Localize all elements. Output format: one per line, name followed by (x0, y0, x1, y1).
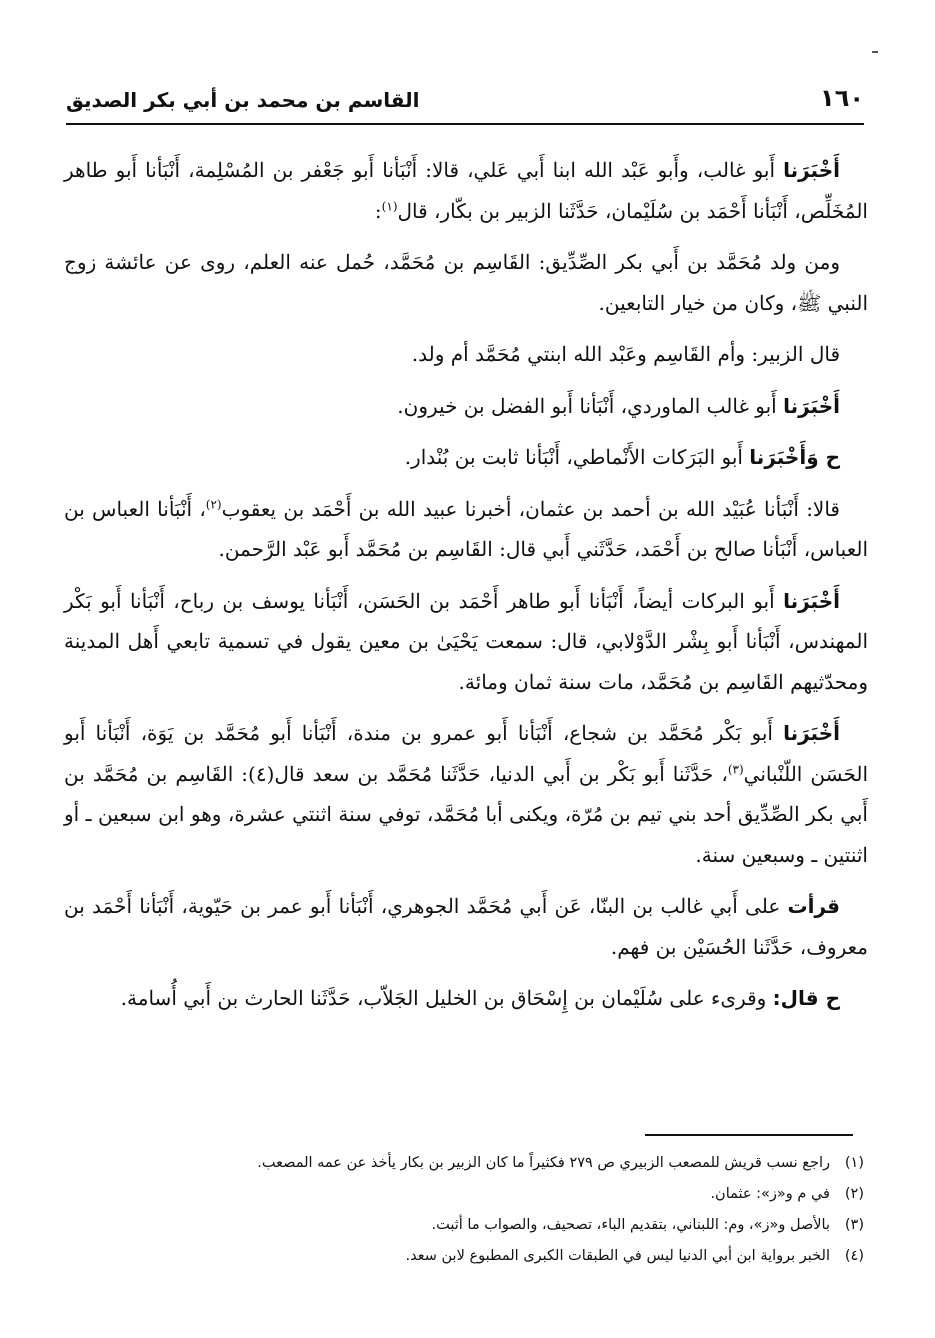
paragraph (64, 150, 868, 231)
footnote-text: في م و«ز»: عثمان. (710, 1186, 830, 1202)
footnote-ref: (١) (381, 198, 398, 213)
paragraph-text: أَبو البركات أيضاً، أَنْبَأنا أَبو طاهر أَحْمَد بن الحَسَن، أَنْبَأنا يوسف بن رباح، أَنْبَأنا أَبو بَكْر المهندس، أَنْبَأنا أَبو بِشْر الدَّوْلابي، قال: سمعت يَحْيَىٰ بن معين يقول في تسمية تابعي أَهل المدينة ومحدّثيهم القَاسِم بن مُحَمَّد، مات سنة ثمان ومائة. (64, 588, 868, 694)
page-number: ١٦٠ (820, 84, 864, 112)
page-header (66, 84, 864, 120)
footnote (150, 1179, 864, 1210)
main-text (64, 150, 868, 1030)
paragraph-text: أَبو البَرَكات الأَنْماطي، أَنْبَأنا ثابت بن بُنْدار. (404, 445, 750, 469)
isnad-lead: أَخْبَرَنا (783, 588, 840, 613)
isnad-lead: قرأت (787, 894, 840, 918)
footnote-ref: (٢) (205, 496, 222, 511)
footnote (150, 1148, 864, 1179)
isnad-lead: أَخْبَرَنا (783, 158, 840, 182)
footnote-rule (645, 1134, 853, 1136)
paragraph-text: أَبو غالب الماوردي، أَنْبَأنا أَبو الفضل بن خيرون. (397, 393, 784, 418)
isnad-lead: ح وَأَخْبَرَنا (749, 445, 840, 469)
paragraph-text: على أَبي غالب بن البنّا، عَن أَبي مُحَمَّد الجوهري، أَنْبَأنا أَبو عمر بن حَيّوية، أَنْبَأنا أَحْمَد بن معروف، حَدَّثَنا الحُسَيْن بن فهم. (64, 894, 868, 959)
footnotes (150, 1148, 864, 1272)
footnote-number: (٣) (844, 1217, 864, 1233)
paragraph (64, 437, 868, 478)
paragraph-tail: ، أَنْبَأنا العباس بن العباس، أَنْبَأنا صالح بن أَحْمَد، حَدَّثَني أَبي قال: القَاسِم بن مُحَمَّد أَبو عَبْد الرَّحمن. (64, 496, 868, 561)
paragraph-text: قال الزبير: وأم القَاسِم وعَبْد الله ابنتي مُحَمَّد أم ولد. (411, 342, 840, 366)
paragraph (64, 886, 868, 967)
isnad-lead: أَخْبَرَنا (783, 721, 840, 745)
header-rule (66, 123, 864, 125)
paragraph-text: قالا: أَنْبَأنا عُبَيْد الله بن أحمد بن عثمان، أخبرنا عبيد الله بن أَحْمَد بن يعقوب (221, 496, 840, 521)
paragraph (64, 978, 868, 1019)
paragraph-text: ومن ولد مُحَمَّد بن أَبي بكر الصِّدِّيق: القَاسِم بن مُحَمَّد، حُمل عنه العلم، روى عن عائشة زوج النبي ﷺ، وكان من خيار التابعين. (64, 250, 868, 315)
paragraph (64, 581, 868, 703)
paragraph (64, 489, 868, 570)
paragraph-tail: ، حَدَّثَنا أَبو بَكْر بن أَبي الدنيا، حَدَّثَنا مُحَمَّد بن سعد قال(٤): القَاسِم بن مُحَمَّد بن أَبي بكر الصِّدِّيق أحد بني تيم بن مُرّة، ويكنى أبا مُحَمَّد، توفي سنة اثنتي عشرة، وهو ابن سبعين ـ أو اثنتين ـ وسبعين سنة. (64, 761, 868, 867)
footnote-text: الخبر برواية ابن أبي الدنيا ليس في الطبقات الكبرى المطبوع لابن سعد. (405, 1248, 830, 1264)
footnote (150, 1241, 864, 1272)
footnote-number: (٢) (844, 1186, 864, 1202)
scan-mark (872, 51, 878, 53)
paragraph (64, 242, 868, 323)
footnote-text: بالأصل و«ز»، وم: اللبناني، بتقديم الباء، تصحيف، والصواب ما أثبت. (431, 1217, 830, 1233)
paragraph (64, 334, 868, 375)
paragraph (64, 713, 868, 875)
footnote-text: راجع نسب قريش للمصعب الزبيري ص ٢٧٩ فكثيراً ما كان الزبير بن بكار يأخذ عن عمه المصعب. (257, 1155, 830, 1171)
footnote-number: (٤) (844, 1248, 864, 1264)
paragraph-text: أَبو غالب، وأَبو عَبْد الله ابنا أَبي عَلي، قالا: أَنْبَأنا أَبو جَعْفر بن المُسْلِمة، أَنْبَأنا أَبو طاهر المُخَلِّص، أَنْبَأنا أَحْمَد بن سُلَيْمان، حَدَّثَنا الزبير بن بكّار، قال (64, 158, 868, 223)
footnote-ref: (٣) (727, 761, 744, 776)
footnote-number: (١) (844, 1155, 864, 1171)
isnad-lead: ح قال: (772, 986, 840, 1010)
paragraph-tail: : (374, 198, 382, 223)
running-title: القاسم بن محمد بن أبي بكر الصديق (66, 88, 420, 112)
isnad-lead: أَخْبَرَنا (783, 393, 840, 418)
paragraph (64, 386, 868, 427)
footnote (150, 1210, 864, 1241)
paragraph-text: وقرىء على سُلَيْمان بن إِسْحَاق بن الخليل الجَلاّب، حَدَّثَنا الحارث بن أَبي أُسامة. (120, 986, 773, 1010)
paragraph-text: أَبو بَكْر مُحَمَّد بن شجاع، أَنْبَأنا أَبو عمرو بن مندة، أَنْبَأنا أَبو مُحَمَّد بن يَوَة، أَنْبَأنا أَبو الحَسَن اللّنْباني (64, 721, 868, 786)
